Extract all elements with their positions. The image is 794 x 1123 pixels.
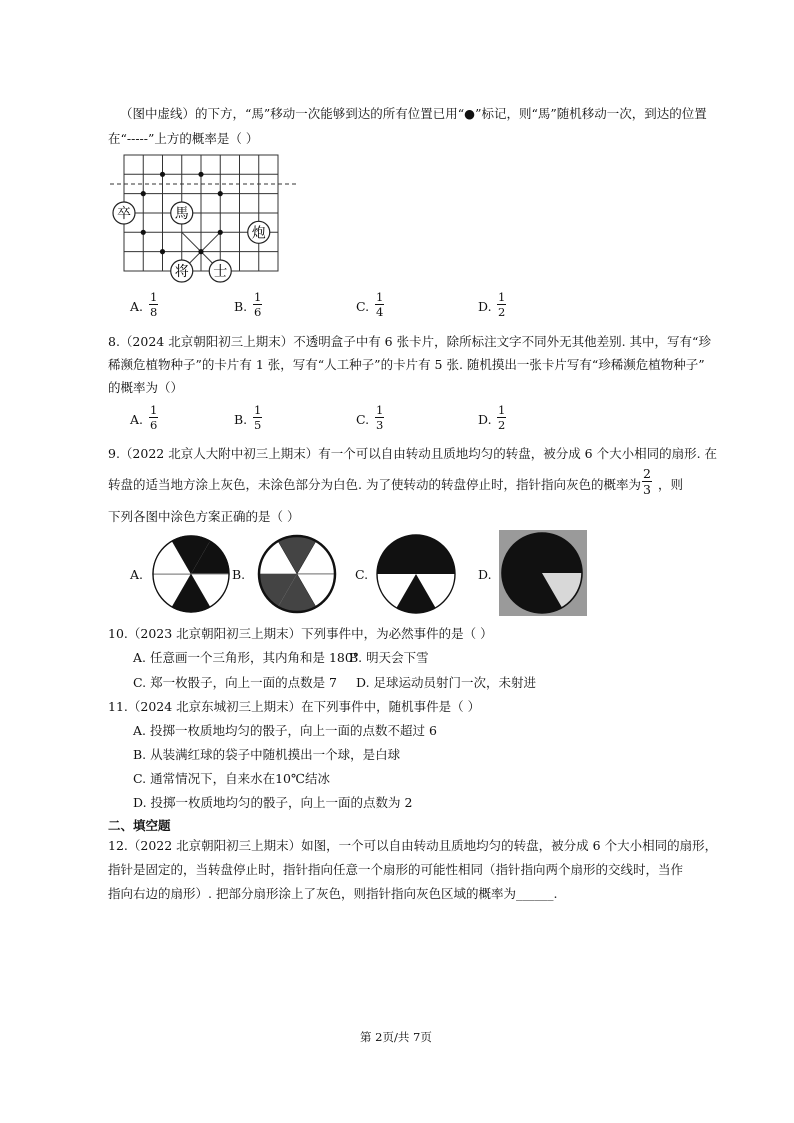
section-title-fill-in: 二、填空题	[108, 818, 171, 833]
q7-text-line2: 在“-----”上方的概率是（ ）	[108, 131, 259, 146]
q10-option-d: D. 足球运动员射门一次，未射进	[356, 675, 537, 690]
q8-option-d-fraction: $\frac{1}{2}$	[498, 403, 506, 432]
q8-option-a-label: A.	[130, 412, 144, 427]
q7-option-d-fraction: $\frac{1}{2}$	[498, 290, 506, 319]
spinner-a	[150, 533, 232, 615]
q7-option-a-fraction: $\frac{1}{8}$	[150, 290, 158, 319]
piece-shi	[209, 260, 231, 282]
spinner-b	[255, 532, 339, 616]
piece-shi-label: 士	[213, 264, 228, 280]
q9-text-line1: 9.（2022 北京人大附中初三上期末）有一个可以自由转动且质地均匀的转盘，被分成 6 个大小相同的扇形. 在	[108, 446, 718, 461]
q9-text-line2: 转盘的适当地方涂上灰色，未涂色部分为白色. 为了使转动的转盘停止时，指针指向灰色的概率为	[108, 477, 641, 492]
q8-option-c-fraction: $\frac{1}{3}$	[376, 403, 384, 432]
q9-fraction: $\frac{2}{3}$	[643, 466, 651, 497]
q11-option-b: B. 从装满红球的袋子中随机摸出一个球，是白球	[133, 747, 401, 762]
q10-option-c: C. 郑一枚骰子，向上一面的点数是 7	[133, 675, 337, 690]
q11-option-a: A. 投掷一枚质地均匀的骰子，向上一面的点数不超过 6	[133, 723, 437, 738]
q11-option-c: C. 通常情况下，自来水在10℃结冰	[133, 771, 330, 786]
q12-text-line3: 指向右边的扇形）. 把部分扇形涂上了灰色，则指针指向灰色区域的概率为______.	[108, 886, 558, 901]
q8-option-c-label: C.	[356, 412, 370, 427]
chessboard-figure	[104, 150, 304, 285]
q10-option-b: B. 明天会下雪	[349, 650, 429, 665]
q9-text-line2-after: ，则	[658, 477, 684, 492]
piece-jiang-label: 将	[174, 264, 189, 280]
q12-text-line2: 指针是固定的，当转盘停止时，指针指向任意一个扇形的可能性相同（指针指向两个扇形的交线时，当作	[108, 862, 684, 877]
q7-option-a-label: A.	[130, 299, 144, 314]
piece-jiang	[171, 260, 193, 282]
q7-option-b-fraction: $\frac{1}{6}$	[254, 290, 262, 319]
q8-option-b-fraction: $\frac{1}{5}$	[254, 403, 262, 432]
spinner-d	[499, 530, 587, 616]
piece-pao	[248, 221, 270, 243]
q10-stem: 10.（2023 北京朝阳初三上期末）下列事件中，为必然事件的是（ ）	[108, 626, 493, 641]
q8-option-a-fraction: $\frac{1}{6}$	[150, 403, 158, 432]
q10-option-a: A. 任意画一个三角形，其内角和是 180°	[133, 650, 360, 665]
piece-ma	[171, 202, 193, 224]
piece-ma-label: 馬	[174, 206, 189, 222]
q9-option-b-label: B.	[232, 567, 246, 582]
q7-text-line1: （图中虚线）的下方，“馬”移动一次能够到达的所有位置已用“●”标记，则“馬”随机移动一次，到达的位置	[120, 106, 707, 121]
q9-option-c-label: C.	[355, 567, 369, 582]
piece-zu-label: 卒	[117, 206, 131, 222]
q9-text-line3: 下列各图中涂色方案正确的是（ ）	[108, 509, 300, 524]
q7-option-b-label: B.	[234, 299, 248, 314]
q9-option-d-label: D.	[478, 567, 492, 582]
page-number: 第 2页/共 7页	[360, 1030, 432, 1044]
q8-text-line1: 8.（2024 北京朝阳初三上期末）不透明盒子中有 6 张卡片，除所标注文字不同外无其他差别. 其中，写有“珍	[108, 334, 711, 349]
q12-text-line1: 12.（2022 北京朝阳初三上期末）如图，一个可以自由转动且质地均匀的转盘，被分成 6 个大小相同的扇形，	[108, 838, 718, 853]
q11-stem: 11.（2024 北京东城初三上期末）在下列事件中，随机事件是（ ）	[108, 699, 481, 714]
q9-option-a-label: A.	[130, 567, 144, 582]
q8-text-line2: 稀濒危植物种子”的卡片有 1 张，写有“人工种子”的卡片有 5 张. 随机摸出一张卡片写有“珍稀濒危植物种子”	[108, 357, 705, 372]
piece-pao-label: 炮	[251, 225, 266, 242]
q8-option-b-label: B.	[234, 412, 248, 427]
q11-option-d: D. 投掷一枚质地均匀的骰子，向上一面的点数为 2	[133, 795, 413, 810]
q7-option-d-label: D.	[478, 299, 492, 314]
q8-text-line3: 的概率为（）	[108, 380, 184, 395]
q7-option-c-label: C.	[356, 299, 370, 314]
piece-zu	[113, 202, 135, 224]
q8-option-d-label: D.	[478, 412, 492, 427]
spinner-c	[374, 532, 458, 616]
q7-option-c-fraction: $\frac{1}{4}$	[376, 290, 384, 319]
